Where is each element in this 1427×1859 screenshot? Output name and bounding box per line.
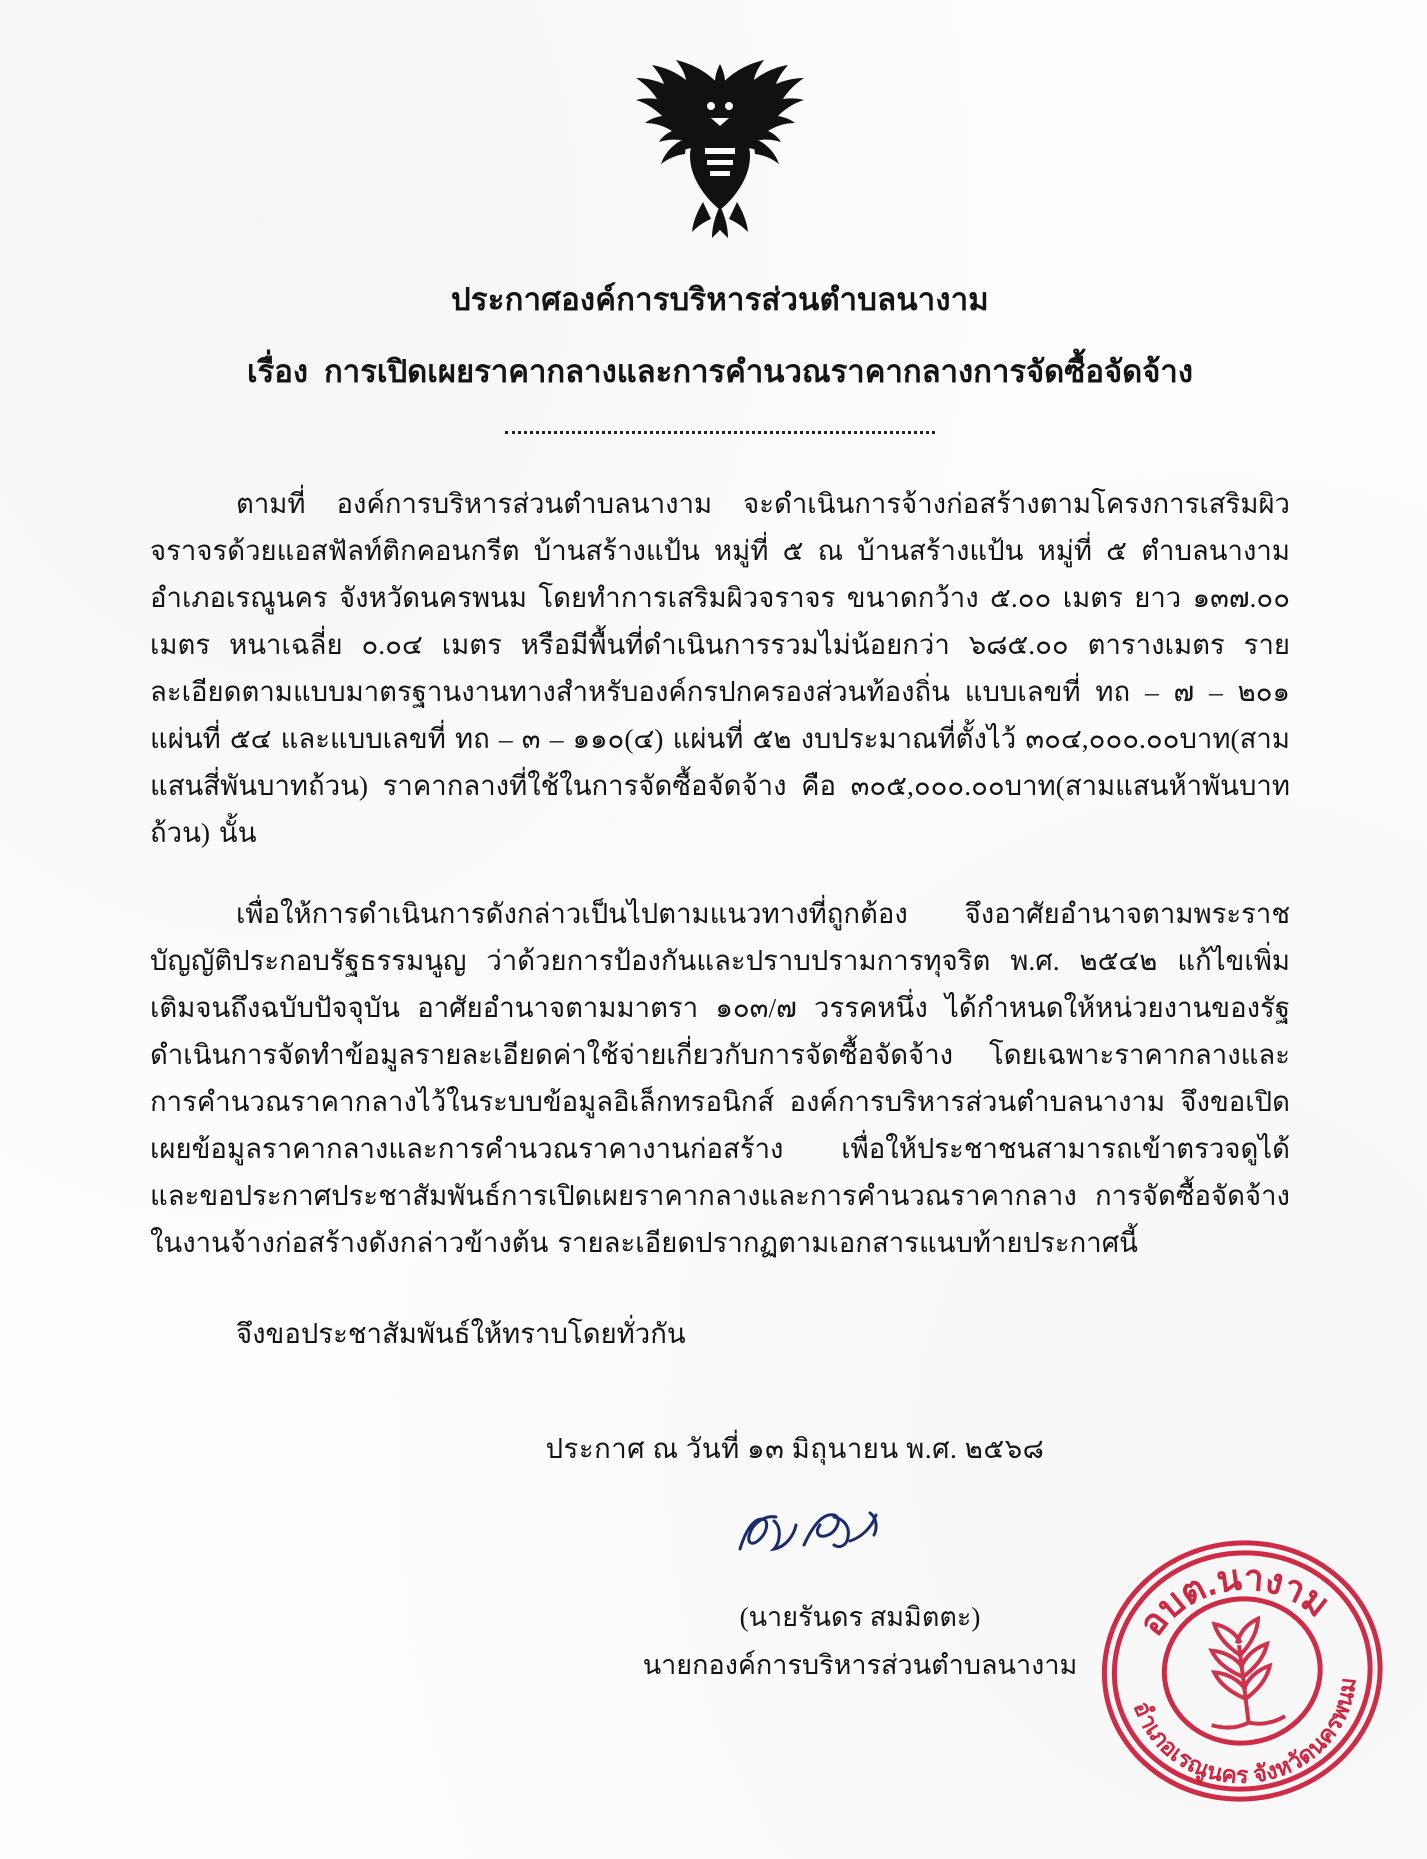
subject-text: การเปิดเผยราคากลางและการคำนวณราคากลางการจัดซื้อจัดจ้าง (324, 354, 1193, 389)
signature-block (150, 1499, 1290, 1729)
paragraph-1: ตามที่ องค์การบริหารส่วนตำบลนางาม จะดำเนินการจ้างก่อสร้างตามโครงการเสริมผิวจราจรด้วยแอสฟัลท์ติกคอนกรีต บ้านสร้างแป้น หมู่ที่ ๕ ณ บ้านสร้างแป้น หมู่ที่ ๕ ตำบลนางาม อำเภอเรณูนคร จังหวัดนครพนม โดยทำการเสริมผิวจราจร ขนาดกว้าง ๕.๐๐ เมตร ยาว ๑๓๗.๐๐ เมตร หนาเฉลี่ย ๐.๐๔ เมตร หรือมีพื้นที่ดำเนินการรวมไม่น้อยกว่า ๖๘๕.๐๐ ตารางเมตร รายละเอียดตามแบบมาตรฐานงานทางสำหรับองค์กรปกครองส่วนท้องถิ่น แบบเลขที่ ทถ – ๗ – ๒๐๑ แผ่นที่ ๕๔ และแบบเลขที่ ทถ – ๓ – ๑๑๐(๔) แผ่นที่ ๕๒ งบประมาณที่ตั้งไว้ ๓๐๔,๐๐๐.๐๐บาท(สามแสนสี่พันบาทถ้วน) ราคากลางที่ใช้ในการจัดซื้อจัดจ้าง คือ ๓๐๕,๐๐๐.๐๐บาท(สามแสนห้าพันบาทถ้วน) นั้น (150, 488, 1290, 848)
paragraph-2: เพื่อให้การดำเนินการดังกล่าวเป็นไปตามแนวทางที่ถูกต้อง จึงอาศัยอำนาจตามพระราชบัญญัติประกอบรัฐธรรมนูญ ว่าด้วยการป้องกันและปราบปรามการทุจริต พ.ศ. ๒๕๔๒ แก้ไขเพิ่มเติมจนถึงฉบับปัจจุบัน อาศัยอำนาจตามมาตรา ๑๐๓/๗ วรรคหนึ่ง ได้กำหนดให้หน่วยงานของรัฐดำเนินการจัดทำข้อมูลรายละเอียดค่าใช้จ่ายเกี่ยวกับการจัดซื้อจัดจ้าง โดยเฉพาะราคากลางและการคำนวณราคากลางไว้ในระบบข้อมูลอิเล็กทรอนิกส์ องค์การบริหารส่วนตำบลนางาม จึงขอเปิดเผยข้อมูลราคากลางและการคำนวณราคางานก่อสร้าง เพื่อให้ประชาชนสามารถเข้าตรวจดูได้ และขอประกาศประชาสัมพันธ์การเปิดเผยราคากลางและการคำนวณราคากลาง การจัดซื้อจัดจ้างในงานจ้างก่อสร้างดังกล่าวข้างต้น รายละเอียดปรากฏตามเอกสารแนบท้ายประกาศนี้ (150, 898, 1290, 1258)
divider (505, 430, 935, 434)
signatory-name: (นายรันดร สมมิตตะ) (739, 1602, 981, 1632)
document-content (150, 0, 1290, 1859)
handwritten-signature-icon (730, 1501, 910, 1571)
dateline: ประกาศ ณ วันที่ ๑๓ มิถุนายน พ.ศ. ๒๕๖๘ (545, 1433, 1045, 1464)
garuda-emblem (615, 52, 825, 242)
subject-label: เรื่อง (247, 354, 309, 389)
page-title: ประกาศองค์การบริหารส่วนตำบลนางาม (451, 282, 989, 317)
signatory-position: นายกองค์การบริหารส่วนตำบลนางาม (642, 1650, 1078, 1680)
stamp-bottom-text: อำเภอเรณูนคร จังหวัดนครพนม (1128, 1675, 1361, 1789)
closing-statement: จึงขอประชาสัมพันธ์ให้ทราบโดยทั่วกัน (236, 1318, 686, 1349)
document-subject (150, 346, 1290, 396)
stamp-top-text: อบต.นางาม (1130, 1556, 1338, 1644)
body-text (150, 480, 1290, 1357)
